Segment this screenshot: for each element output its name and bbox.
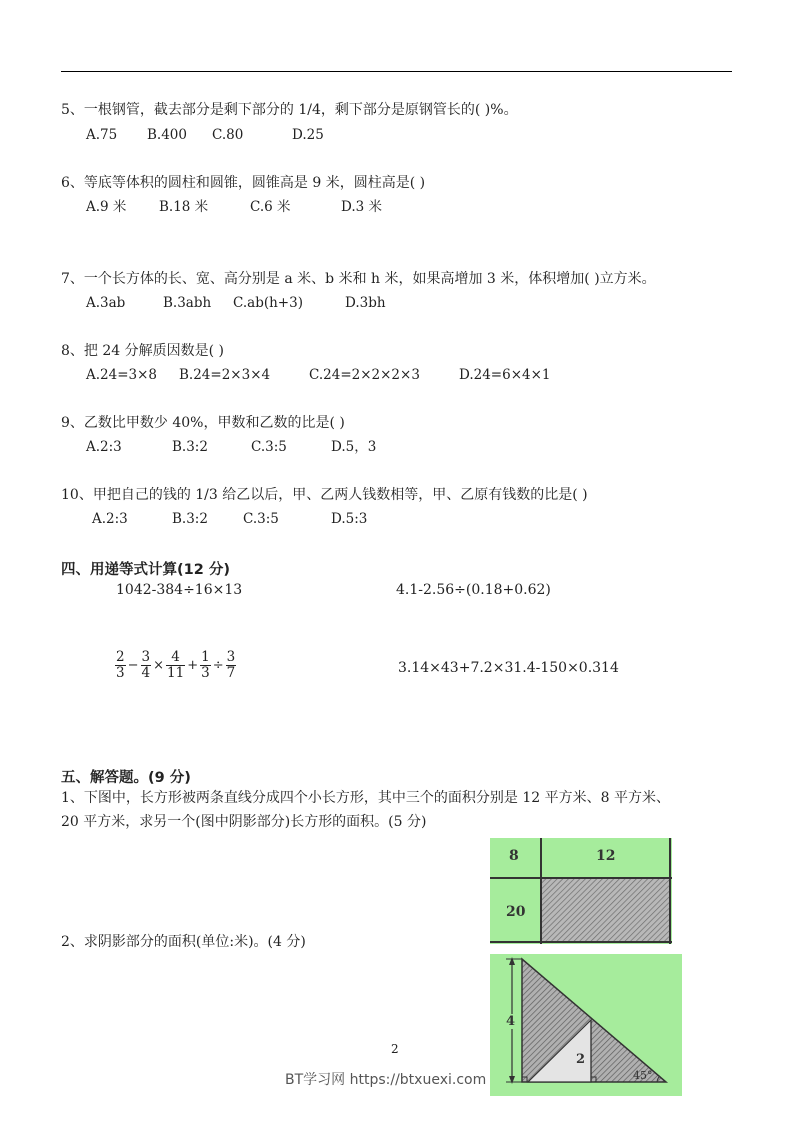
option-d: D.5:3: [331, 511, 368, 527]
expression-4: 3.14×43+7.2×31.4-150×0.314: [398, 660, 619, 676]
watermark: BT学习网 https://btxuexi.com: [285, 1072, 487, 1088]
question-6: 6、等底等体积的圆柱和圆锥，圆锥高是 9 米，圆柱高是( ): [61, 175, 426, 191]
option-d: D.3 米: [341, 199, 383, 215]
triangle-diagram: [490, 954, 682, 1096]
option-d: D.25: [292, 127, 324, 143]
option-b: B.400: [147, 127, 187, 143]
problem-1-line-1: 1、下图中，长方形被两条直线分成四个小长方形，其中三个的面积分别是 12 平方米、8 平方米、: [61, 790, 670, 806]
height-label: 4: [506, 1014, 516, 1029]
question-9: 9、乙数比甲数少 40%，甲数和乙数的比是( ): [61, 415, 345, 431]
fraction: $\frac{2}{3}$: [116, 649, 125, 681]
divide-operator: ÷: [212, 658, 224, 673]
plus-operator: +: [187, 658, 199, 673]
question-5: 5、一根钢管，截去部分是剩下部分的 1/4，剩下部分是原钢管长的( )%。: [61, 102, 518, 118]
option-a: A.9 米: [86, 199, 127, 215]
option-b: B.3:2: [172, 439, 208, 455]
fraction: $\frac{1}{3}$: [201, 649, 210, 681]
area-label-20: 20: [506, 904, 526, 920]
option-a: A.2:3: [92, 511, 128, 527]
option-a: A.24=3×8: [86, 367, 158, 383]
option-c: C.6 米: [250, 199, 291, 215]
option-c: C.80: [212, 127, 244, 143]
question-7: 7、一个长方体的长、宽、高分别是 a 米、b 米和 h 米，如果高增加 3 米，体积增加( )立方米。: [61, 271, 656, 287]
problem-1-line-2: 20 平方米，求另一个(图中阴影部分)长方形的面积。(5 分): [61, 814, 427, 830]
expression-1: 1042-384÷16×13: [116, 582, 243, 598]
fraction: $\frac{3}{7}$: [226, 649, 236, 681]
angle-label: 45°: [633, 1069, 653, 1082]
question-10: 10、甲把自己的钱的 1/3 给乙以后，甲、乙两人钱数相等，甲、乙原有钱数的比是( ): [61, 487, 588, 503]
fraction: $\frac{4}{11}$: [167, 649, 185, 681]
option-c: C.3:5: [251, 439, 287, 455]
expression-2: 4.1-2.56÷(0.18+0.62): [396, 582, 551, 598]
option-a: A.2:3: [86, 439, 122, 455]
times-operator: ×: [153, 658, 164, 673]
option-a: A.75: [86, 127, 118, 143]
triangle-figure: [490, 954, 682, 1096]
rectangle-figure: [490, 838, 672, 944]
page-number: 2: [391, 1042, 399, 1056]
problem-2: 2、求阴影部分的面积(单位:米)。(4 分): [61, 934, 306, 950]
option-b: B.18 米: [159, 199, 209, 215]
fraction: $\frac{3}{4}$: [141, 649, 151, 681]
option-c: C.3:5: [243, 511, 279, 527]
option-b: B.24=2×3×4: [179, 367, 271, 383]
option-d: D.24=6×4×1: [459, 367, 551, 383]
area-label-8: 8: [509, 848, 519, 864]
inner-height-label: 2: [576, 1052, 586, 1067]
area-label-12: 12: [596, 848, 616, 864]
question-8: 8、把 24 分解质因数是( ): [61, 343, 224, 359]
section-5-title: 五、解答题。(9 分): [61, 770, 191, 786]
header-rule: [61, 71, 732, 72]
minus-operator: −: [127, 658, 139, 673]
option-c: C.24=2×2×2×3: [309, 367, 420, 383]
option-a: A.3ab: [86, 295, 126, 311]
option-c: C.ab(h+3): [233, 295, 303, 311]
fraction-expression: [114, 650, 237, 681]
option-d: D.5，3: [331, 439, 377, 455]
section-4-title: 四、用递等式计算(12 分): [61, 562, 230, 578]
option-b: B.3abh: [163, 295, 212, 311]
option-d: D.3bh: [345, 295, 386, 311]
option-b: B.3:2: [172, 511, 208, 527]
